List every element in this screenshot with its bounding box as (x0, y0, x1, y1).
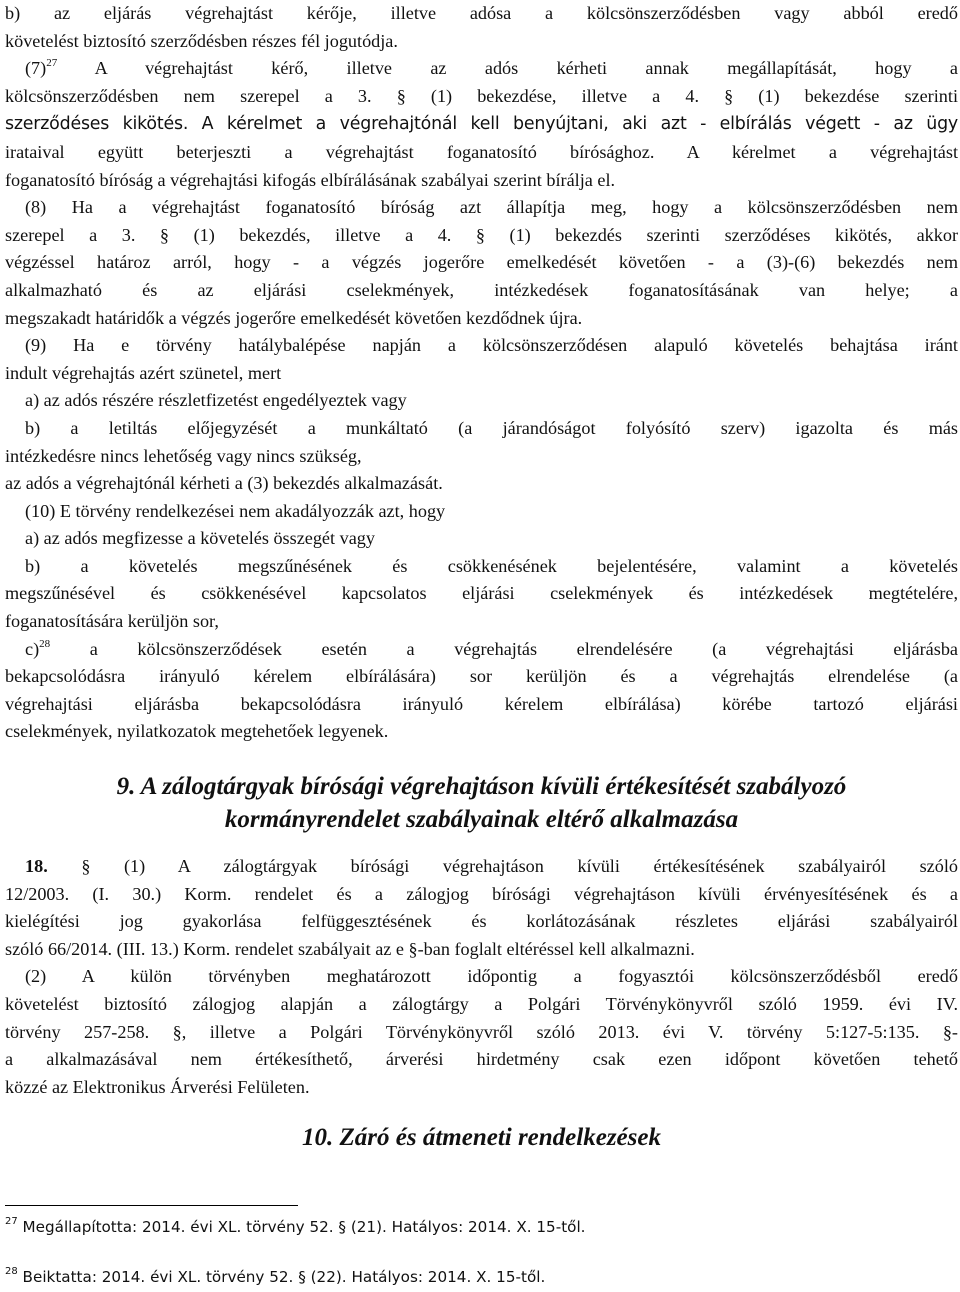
text-line: irataival együtt beterjeszti a végrehajtást foganatosító bírósághoz. A kérelmet a végrehajtást (5, 141, 958, 162)
footnote-27: $^{27}$ Megállapította: 2014. évi XL. törvény 52. § (21). Hatályos: 2014. X. 15-től. (5, 1215, 586, 1236)
text-line: az adós a végrehajtónál kérheti a (3) bekezdés alkalmazását. (5, 473, 443, 494)
text-line: közzé az Elektronikus Árverési Felületen. (5, 1076, 310, 1097)
text-line: cselekmények, nyilatkozatok megtehetőek legyenek. (5, 721, 389, 742)
text-line: törvény 257-258. §, illetve a Polgári Törvénykönyvről szóló 2013. évi V. törvény 5:127-5:135. §- (5, 1021, 958, 1042)
paragraph-10-line: (10) E törvény rendelkezései nem akadályozzák azt, hogy (25, 500, 446, 521)
text-line: végzéssel határoz arról, hogy - a végzés jogerőre emelkedését követően - a (3)-(6) bekezdés nem (5, 252, 958, 273)
text-line: megszűnésével és csökkenésével kapcsolatos eljárási cselekmények és intézkedések megtételére, (5, 583, 958, 604)
section-18-para2-line: (2) A külön törvényben meghatározott időpontig a fogyasztói kölcsönszerződésből eredő (25, 966, 958, 987)
paragraph-7-line1: $(7)^{27}$ A végrehajtást kérő, illetve az adós kérheti annak megállapítását, hogy a (25, 57, 958, 79)
footnote-ref-27[interactable]: 27 (46, 57, 58, 70)
section-heading-10: 10. Záró és átmeneti rendelkezések (302, 1124, 661, 1152)
footnote-ref-28[interactable]: 28 (39, 637, 51, 650)
text-line: kölcsönszerződésben nem szerepel a 3. § (1) bekezdése, illetve a 4. § (1) bekezdése szerinti (5, 85, 958, 106)
text-line: foganatosító bíróság a végrehajtási kifogás elbírálásának szabályai szerint bírálja el. (5, 169, 616, 190)
text-line: kielégítési jog gyakorlása felfüggesztésének és korlátozásának részletes eljárási szabályairól (5, 911, 958, 932)
paragraph-8-line: (8) Ha a végrehajtást foganatosító bíróság azt állapítja meg, hogy a kölcsönszerződésben nem (25, 197, 958, 218)
text-line: intézkedésre nincs lehetőség vagy nincs szükség, (5, 445, 362, 466)
paragraph-9-line: (9) Ha e törvény hatálybalépése napján a kölcsönszerződésen alapuló követelés behajtása iránt (25, 335, 958, 356)
text-line: b) a letiltás előjegyzését a munkáltató (a járandóságot folyósító szerv) igazolta és más (25, 417, 958, 438)
text-line: a alkalmazásával nem értékesíthető, árverési hirdetmény csak ezen időpont követően tehető (5, 1049, 958, 1070)
text-line: a) az adós megfizesse a követelés összegét vagy (25, 528, 375, 549)
text-line: a) az adós részére részletfizetést engedélyeztek vagy (25, 390, 407, 411)
text-line: foganatosítására kerüljön sor, (5, 611, 219, 632)
text-line: végrehajtási eljárásba bekapcsolódásra irányuló kérelem elbírálása) körébe tartozó eljárási (5, 693, 958, 714)
section-18-line1: 18. § (1) A zálogtárgyak bírósági végrehajtáson kívüli értékesítésének szabályairól szóló (25, 856, 958, 877)
text-line: 12/2003. (I. 30.) Korm. rendelet és a zálogjog bírósági végrehajtáson kívüli érvényesítésének és a (5, 883, 958, 904)
text-line: megszakadt határidők a végzés jogerőre emelkedését követően kezdődnek újra. (5, 307, 583, 328)
footnote-28: $^{28}$ Beiktatta: 2014. évi XL. törvény 52. § (22). Hatályos: 2014. X. 15-től. (5, 1265, 546, 1286)
footnote-separator (5, 1205, 298, 1206)
text-line: b) a követelés megszűnésének és csökkenésének bejelentésére, valamint a követelés (25, 555, 958, 576)
text-line: szóló 66/2014. (III. 13.) Korm. rendelet szabályait az e §-ban foglalt eltéréssel kell alkalmazni. (5, 938, 695, 959)
text-line: indult végrehajtás azért szünetel, mert (5, 362, 282, 383)
text-line: szerepel a 3. § (1) bekezdés, illetve a 4. § (1) bekezdés szerinti szerződéses kikötés, akkor (5, 224, 958, 245)
document-body (5, 0, 958, 1154)
paragraph-10c-line1: c)$^{28}$ a kölcsönszerződések esetén a végrehajtás elrendelésére (a végrehajtási eljárásba (25, 637, 958, 659)
text-line: alkalmazható és az eljárási cselekmények, intézkedések foganatosításának van helye; a (5, 279, 958, 300)
section-heading-9: 9. A zálogtárgyak bírósági végrehajtáson kívüli értékesítését szabályozó kormányrendelet szabályainak eltérő alkalmazása (116, 773, 847, 834)
text-line: b) az eljárás végrehajtást kérője, illetve adósa a kölcsönszerződésben vagy abból eredő (5, 3, 958, 23)
text-line: követelést biztosító szerződésben részes fél jogutódja. (5, 30, 398, 51)
text-line: követelést biztosító zálogjog alapján a zálogtárgy a Polgári Törvénykönyvről szóló 1959. évi IV. (5, 994, 958, 1014)
text-line: bekapcsolódásra irányuló kérelem elbírálására) sor kerüljön és a végrehajtás elrendelése (a (5, 666, 958, 687)
text-line: szerződéses kikötés. A kérelmet a végrehajtónál kell benyújtani, aki azt - elbírálás végett - az ügy (5, 114, 958, 135)
